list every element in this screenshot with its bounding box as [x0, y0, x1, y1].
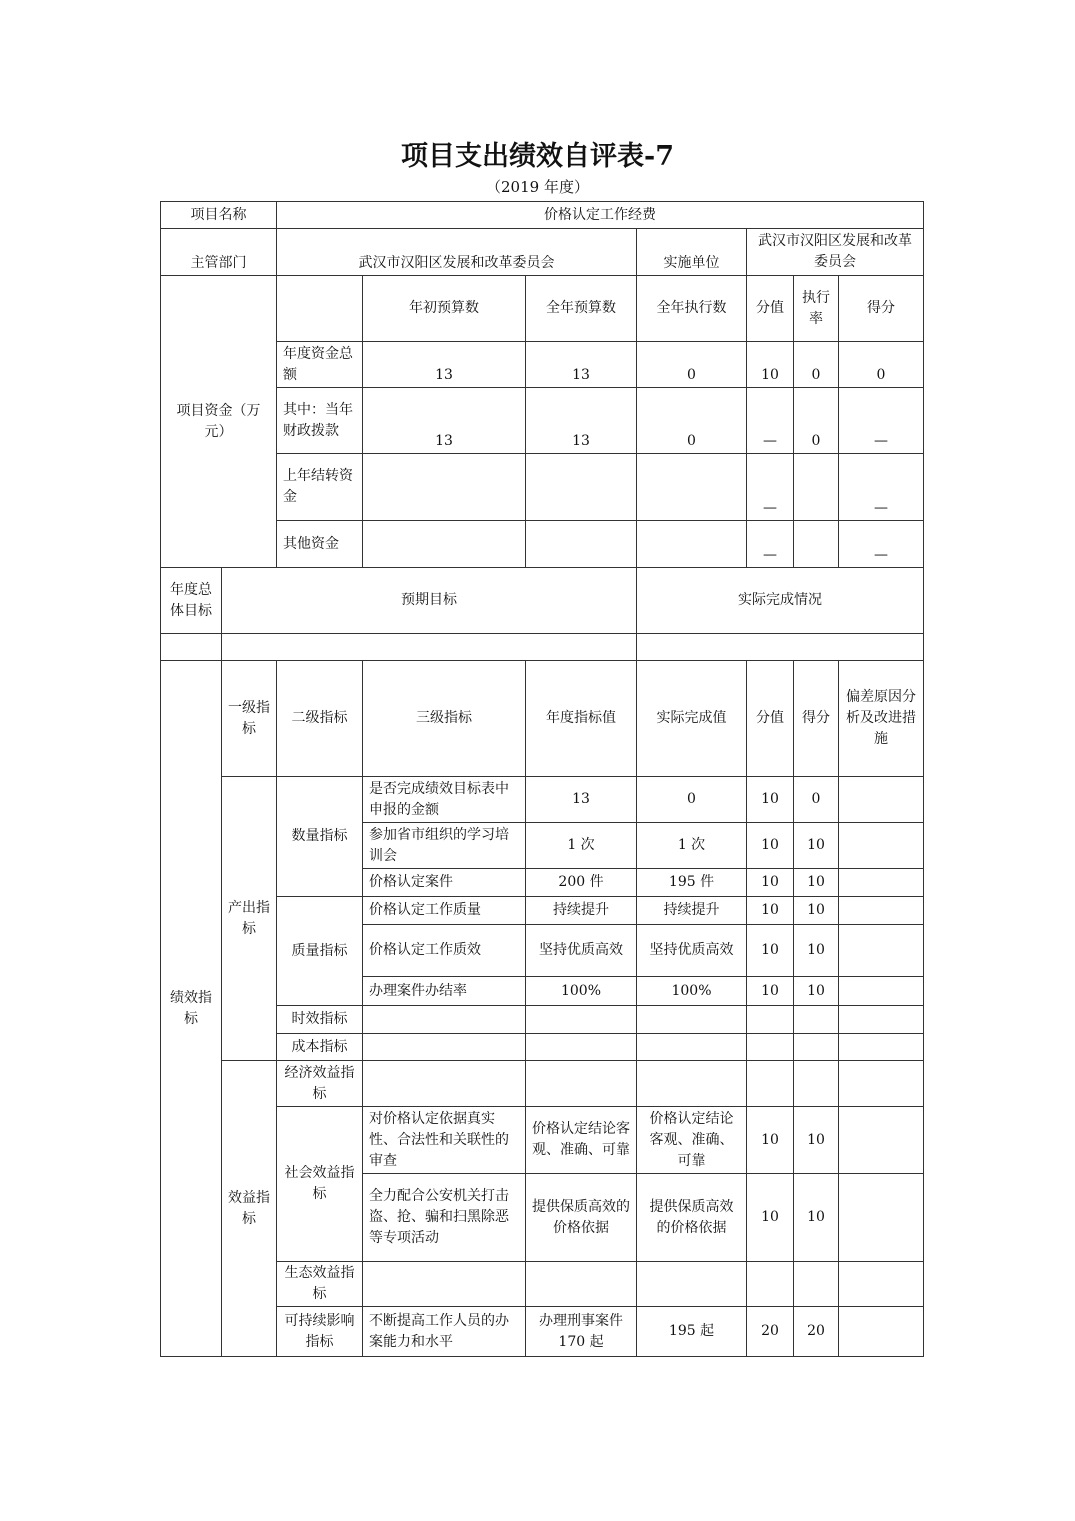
header: 全年执行数: [637, 276, 747, 342]
level3: 价格认定工作质效: [363, 925, 526, 977]
header: 全年预算数: [526, 276, 637, 342]
empty-cell: [747, 1262, 794, 1307]
header: 二级指标: [277, 661, 363, 777]
level2: 质量指标: [277, 897, 363, 1006]
level3: 价格认定案件: [363, 869, 526, 897]
fund-value: 0: [794, 388, 839, 454]
level1: 产出指标: [222, 777, 277, 1061]
level3: 价格认定工作质量: [363, 897, 526, 925]
fund-value: [637, 454, 747, 521]
header: 三级指标: [363, 661, 526, 777]
empty-cell: [637, 1262, 747, 1307]
empty-cell: [794, 1262, 839, 1307]
empty-cell: [526, 1006, 637, 1034]
perf-value: 提供保质高效的价格依据: [526, 1174, 637, 1262]
fund-value: 0: [839, 342, 924, 388]
header: 实际完成值: [637, 661, 747, 777]
perf-value: [839, 925, 924, 977]
fund-row-label: 上年结转资金: [277, 454, 363, 521]
perf-value: 10: [794, 977, 839, 1006]
fund-value: 10: [747, 342, 794, 388]
empty-cell: [747, 1034, 794, 1061]
level2: 数量指标: [277, 777, 363, 897]
perf-value: [839, 1174, 924, 1262]
perf-label: 绩效指标: [161, 661, 222, 1357]
perf-value: 10: [747, 1107, 794, 1174]
level3: 是否完成绩效目标表中申报的金额: [363, 777, 526, 823]
empty-cell: [526, 1262, 637, 1307]
dept: 武汉市汉阳区发展和改革委员会: [277, 229, 637, 276]
empty-cell: [363, 1061, 526, 1107]
header: 分值: [747, 661, 794, 777]
perf-value: [839, 869, 924, 897]
fund-value: 0: [637, 388, 747, 454]
cell-label: 实际完成情况: [637, 568, 924, 634]
perf-value: 10: [794, 1107, 839, 1174]
header: 得分: [794, 661, 839, 777]
impl: 武汉市汉阳区发展和改革委员会: [747, 229, 924, 276]
empty-cell: [277, 276, 363, 342]
perf-value: 价格认定结论客观、准确、可靠: [637, 1107, 747, 1174]
perf-value: [839, 977, 924, 1006]
fund-value: [637, 521, 747, 568]
perf-value: 20: [747, 1307, 794, 1357]
table-row: [161, 661, 924, 777]
goal-actual-value: [637, 634, 924, 661]
fund-value: [794, 454, 839, 521]
perf-value: 10: [747, 1174, 794, 1262]
fund-value: [363, 454, 526, 521]
empty-cell: [363, 1034, 526, 1061]
empty-cell: [363, 1006, 526, 1034]
perf-value: 1 次: [526, 823, 637, 869]
perf-value: 0: [637, 777, 747, 823]
perf-value: 提供保质高效的价格依据: [637, 1174, 747, 1262]
fund-value: 13: [526, 388, 637, 454]
perf-value: 195 件: [637, 869, 747, 897]
funds-label: 项目资金（万元）: [161, 276, 277, 568]
perf-value: 10: [747, 897, 794, 925]
fund-value: —: [747, 521, 794, 568]
perf-value: 坚持优质高效: [526, 925, 637, 977]
table-row: [161, 229, 924, 276]
table-row: [161, 777, 924, 823]
header: 年度指标值: [526, 661, 637, 777]
fund-row-label: 年度资金总额: [277, 342, 363, 388]
empty-cell: [794, 1006, 839, 1034]
perf-value: 200 件: [526, 869, 637, 897]
empty-cell: [363, 1262, 526, 1307]
fund-value: [526, 454, 637, 521]
cell-label: 预期目标: [222, 568, 637, 634]
header: 分值: [747, 276, 794, 342]
fund-value: 0: [794, 342, 839, 388]
cell-label: 项目名称: [161, 202, 277, 229]
fund-value: 13: [526, 342, 637, 388]
cell-label: 主管部门: [161, 229, 277, 276]
perf-value: 10: [794, 897, 839, 925]
fund-value: —: [747, 454, 794, 521]
fund-value: 13: [363, 342, 526, 388]
empty-cell: [794, 1034, 839, 1061]
level2: 可持续影响指标: [277, 1307, 363, 1357]
perf-value: 1 次: [637, 823, 747, 869]
level2: 社会效益指标: [277, 1107, 363, 1262]
perf-value: [839, 823, 924, 869]
fund-value: 0: [637, 342, 747, 388]
empty-cell: [161, 634, 222, 661]
perf-value: 10: [747, 977, 794, 1006]
page-subtitle: （2019 年度）: [486, 178, 589, 196]
header: 年初预算数: [363, 276, 526, 342]
fund-value: —: [839, 454, 924, 521]
empty-cell: [839, 1262, 924, 1307]
perf-value: 持续提升: [637, 897, 747, 925]
perf-value: 办理刑事案件 170 起: [526, 1307, 637, 1357]
perf-value: 20: [794, 1307, 839, 1357]
empty-cell: [747, 1061, 794, 1107]
perf-value: 13: [526, 777, 637, 823]
fund-value: 13: [363, 388, 526, 454]
perf-value: 10: [747, 869, 794, 897]
empty-cell: [839, 1061, 924, 1107]
fund-value: —: [747, 388, 794, 454]
cell-label: 实施单位: [637, 229, 747, 276]
page-title: 项目支出绩效自评表-7: [401, 141, 674, 172]
perf-value: 100%: [637, 977, 747, 1006]
table-row: [161, 568, 924, 634]
fund-row-label: 其中：当年财政拨款: [277, 388, 363, 454]
fund-value: [794, 521, 839, 568]
level3: 参加省市组织的学习培训会: [363, 823, 526, 869]
header: 执行率: [794, 276, 839, 342]
fund-value: —: [839, 388, 924, 454]
perf-value: 100%: [526, 977, 637, 1006]
level2: 生态效益指标: [277, 1262, 363, 1307]
empty-cell: [637, 1006, 747, 1034]
table-row: [161, 276, 924, 342]
evaluation-table: [160, 201, 924, 1357]
perf-value: 195 起: [637, 1307, 747, 1357]
level3: 全力配合公安机关打击盗、抢、骗和扫黑除恶等专项活动: [363, 1174, 526, 1262]
empty-cell: [526, 1034, 637, 1061]
table-row: [161, 1061, 924, 1107]
level3: 办理案件办结率: [363, 977, 526, 1006]
table-row: [161, 202, 924, 229]
empty-cell: [526, 1061, 637, 1107]
goal-expected-value: [222, 634, 637, 661]
level2: 成本指标: [277, 1034, 363, 1061]
table-row: [161, 634, 924, 661]
perf-value: 10: [794, 869, 839, 897]
level1: 效益指标: [222, 1061, 277, 1357]
perf-value: 0: [794, 777, 839, 823]
perf-value: 10: [794, 1174, 839, 1262]
perf-value: 持续提升: [526, 897, 637, 925]
empty-cell: [839, 1006, 924, 1034]
fund-row-label: 其他资金: [277, 521, 363, 568]
project-name: 价格认定工作经费: [277, 202, 924, 229]
perf-value: [839, 1107, 924, 1174]
empty-cell: [747, 1006, 794, 1034]
level2: 时效指标: [277, 1006, 363, 1034]
empty-cell: [794, 1061, 839, 1107]
fund-value: [526, 521, 637, 568]
perf-value: 10: [747, 823, 794, 869]
cell-label: 年度总体目标: [161, 568, 222, 634]
perf-value: 10: [747, 925, 794, 977]
perf-value: [839, 1307, 924, 1357]
perf-value: 10: [794, 925, 839, 977]
perf-value: [839, 777, 924, 823]
perf-value: 10: [747, 777, 794, 823]
empty-cell: [637, 1034, 747, 1061]
header: 得分: [839, 276, 924, 342]
empty-cell: [839, 1034, 924, 1061]
level2: 经济效益指标: [277, 1061, 363, 1107]
empty-cell: [637, 1061, 747, 1107]
header: 一级指标: [222, 661, 277, 777]
fund-value: [363, 521, 526, 568]
header: 偏差原因分析及改进措施: [839, 661, 924, 777]
fund-value: —: [839, 521, 924, 568]
perf-value: 坚持优质高效: [637, 925, 747, 977]
perf-value: [839, 897, 924, 925]
perf-value: 价格认定结论客观、准确、可靠: [526, 1107, 637, 1174]
perf-value: 10: [794, 823, 839, 869]
level3: 对价格认定依据真实性、合法性和关联性的审查: [363, 1107, 526, 1174]
level3: 不断提高工作人员的办案能力和水平: [363, 1307, 526, 1357]
